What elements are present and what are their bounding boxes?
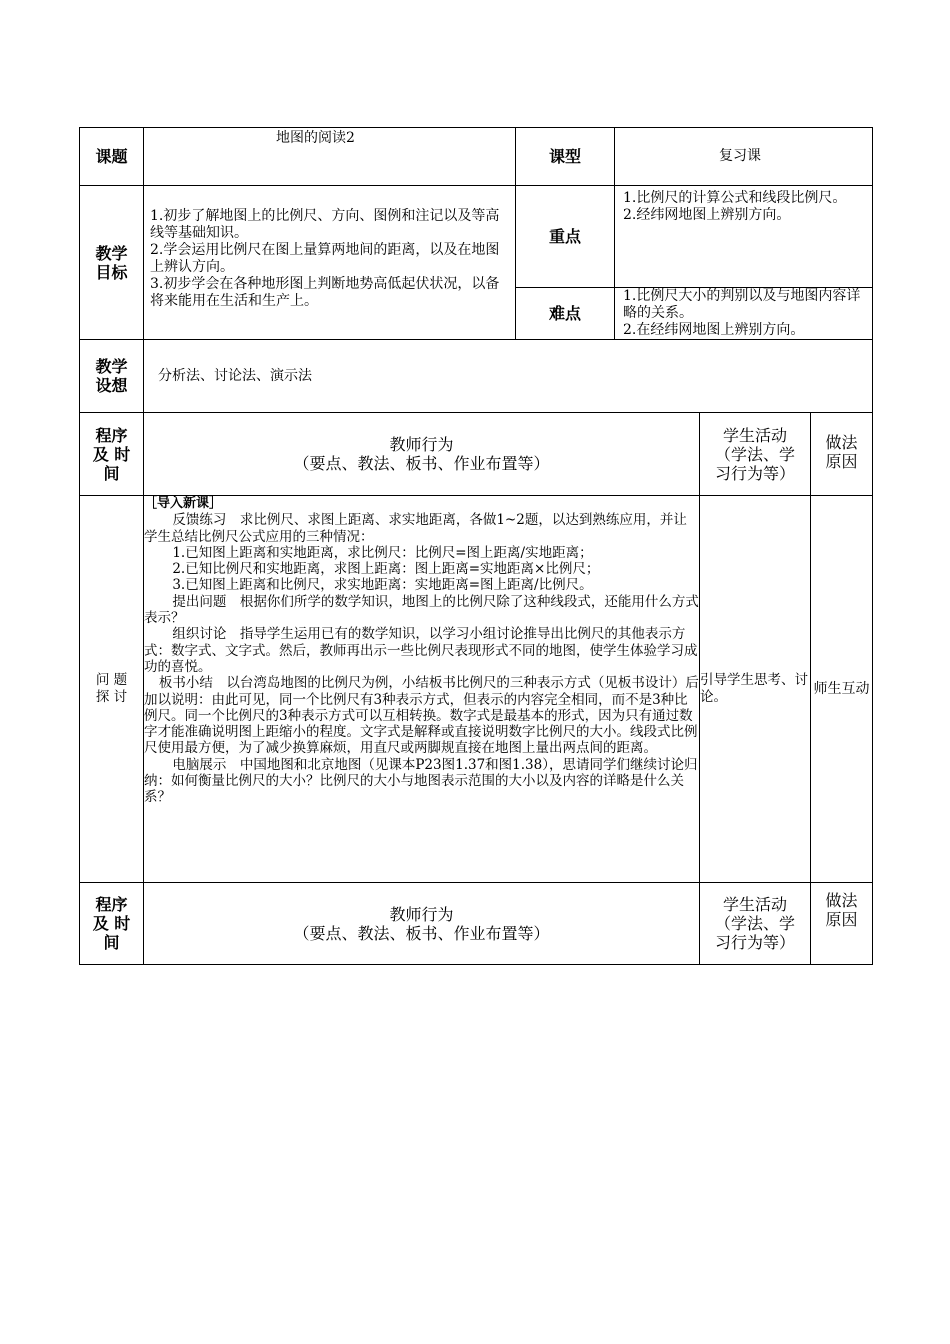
key-point-item: 1.比例尺的计算公式和线段比例尺。 <box>623 190 847 206</box>
student-activity-line-3: 习行为等） <box>714 933 795 952</box>
difficult-point-item: 1.比例尺大小的判别以及与地图内容详略的关系。 <box>623 288 861 321</box>
reason-header <box>811 883 873 965</box>
key-point-label: 重点 <box>516 186 615 288</box>
reason-header <box>811 413 873 496</box>
body-paragraph: 1.已知图上距离和实地距离，求比例尺：比例尺=图上距离/实地距离； <box>172 544 593 561</box>
lesson-plan-table <box>79 127 873 965</box>
procedure-label-line-2: 及 时 <box>92 914 131 933</box>
procedure-label-line-2: 及 时 <box>92 444 131 464</box>
topic-label: 课题 <box>80 128 144 186</box>
topic-row <box>80 128 873 186</box>
design-value: 分析法、讨论法、演示法 <box>144 340 873 413</box>
procedure-label-line-1: 程序 <box>95 425 128 445</box>
goals-label-line-1: 教学 <box>95 243 128 263</box>
teacher-behavior-header <box>144 413 700 496</box>
type-value: 复习课 <box>615 128 873 186</box>
procedure-label-line-3: 间 <box>103 933 120 952</box>
procedure-header-row-2 <box>80 883 873 965</box>
student-activity-value: 引导学生思考、讨论。 <box>700 496 811 883</box>
reason-line-2: 原因 <box>825 910 858 929</box>
design-label <box>80 340 144 413</box>
goal-item: 2.学会运用比例尺在图上量算两地间的距离，以及在地图上辨认方向。 <box>150 241 500 275</box>
key-point-item: 2.经纬网地图上辨别方向。 <box>623 207 791 223</box>
goals-label <box>80 186 144 340</box>
student-activity-line-3: 习行为等） <box>714 463 795 483</box>
student-activity-line-1: 学生活动 <box>722 895 787 914</box>
teacher-behavior-subtitle: （要点、教法、板书、作业布置等） <box>293 454 550 473</box>
teacher-behavior-title: 教师行为 <box>389 435 454 454</box>
reason-line-1: 做法 <box>825 433 858 452</box>
key-point-list <box>615 186 873 288</box>
student-activity-line-1: 学生活动 <box>722 425 787 445</box>
type-label: 课型 <box>516 128 615 186</box>
student-activity-header <box>700 413 811 496</box>
procedure-header-row <box>80 413 873 496</box>
student-activity-header <box>700 883 811 965</box>
body-paragraph: 组织讨论 指导学生运用已有的数学知识，以学习小组讨论推导出比例尺的其他表示方式：数字式、文字式。然后，教师再出示一些比例尺表现形式不同的地图，使学生体验学习成功的喜悦。 <box>144 626 698 675</box>
body-paragraph: 3.已知图上距离和比例尺，求实地距离：实地距离=图上距离/比例尺。 <box>172 577 593 594</box>
goals-row <box>80 186 873 288</box>
body-paragraph: 电脑展示 中国地图和北京地图（见课本P23图1.37和图1.38），思请同学们继续讨论归纳：如何衡量比例尺的大小？比例尺的大小与地图表示范围的大小以及内容的详略是什么关系？ <box>144 756 698 806</box>
difficult-point-label: 难点 <box>516 288 615 340</box>
section-heading: ［导入新课］ <box>144 496 223 511</box>
student-activity-line-2: （学法、学 <box>714 444 795 464</box>
design-row <box>80 340 873 413</box>
reason-line-2: 原因 <box>825 452 858 471</box>
procedure-label <box>80 413 144 496</box>
reason-value: 师生互动 <box>811 496 873 883</box>
stage-label: 问 题 探 讨 <box>80 496 144 883</box>
difficult-point-list <box>615 288 873 340</box>
body-paragraph: 提出问题 根据你们所学的数学知识，地图上的比例尺除了这种线段式，还能用什么方式表示？ <box>144 593 699 627</box>
goals-list <box>144 186 516 340</box>
body-paragraph: 2.已知比例尺和实地距离，求图上距离：图上距离=实地距离×比例尺； <box>172 561 600 578</box>
body-paragraph: 板书小结 以台湾岛地图的比例尺为例，小结板书比例尺的三种表示方式（见板书设计）后加以说明：由此可见，同一个比例尺有3种表示方式，但表示的内容完全相同，而不是3种比例尺。同一个比例尺的3种表示方式可以互相转换。数字式是最基本的形式，因为只有通过数字才能准确说明图上距缩小的程度。文字式是解释或直接说明数字比例尺的大小。线段式比例尺使用最方便，为了减少换算麻烦，用直尺或两脚规直接在地图上量出两点间的距离。 <box>144 675 699 757</box>
procedure-label-line-3: 间 <box>103 463 120 483</box>
design-label-line-2: 设想 <box>95 376 128 395</box>
reason-line-1: 做法 <box>825 891 858 910</box>
lesson-body-row <box>80 496 873 883</box>
goal-item: 3.初步学会在各种地形图上判断地势高低起伏状况，以备将来能用在生活和生产上。 <box>150 275 500 309</box>
difficult-point-item: 2.在经纬网地图上辨别方向。 <box>623 322 805 338</box>
topic-value: 地图的阅读2 <box>144 128 516 186</box>
body-paragraph: 反馈练习 求比例尺、求图上距离、求实地距离，各做1~2题，以达到熟练应用，并让学生总结比例尺公式应用的三种情况： <box>144 512 687 545</box>
teacher-behavior-title: 教师行为 <box>389 904 454 924</box>
design-label-line-1: 教学 <box>95 357 128 376</box>
lesson-body <box>144 496 700 883</box>
goal-item: 1.初步了解地图上的比例尺、方向、图例和注记以及等高线等基础知识。 <box>150 207 500 241</box>
student-activity-line-2: （学法、学 <box>714 914 795 933</box>
teacher-behavior-subtitle: （要点、教法、板书、作业布置等） <box>293 923 550 943</box>
procedure-label <box>80 883 144 965</box>
goals-label-line-2: 目标 <box>95 262 128 282</box>
procedure-label-line-1: 程序 <box>95 895 128 914</box>
teacher-behavior-header <box>144 883 700 965</box>
